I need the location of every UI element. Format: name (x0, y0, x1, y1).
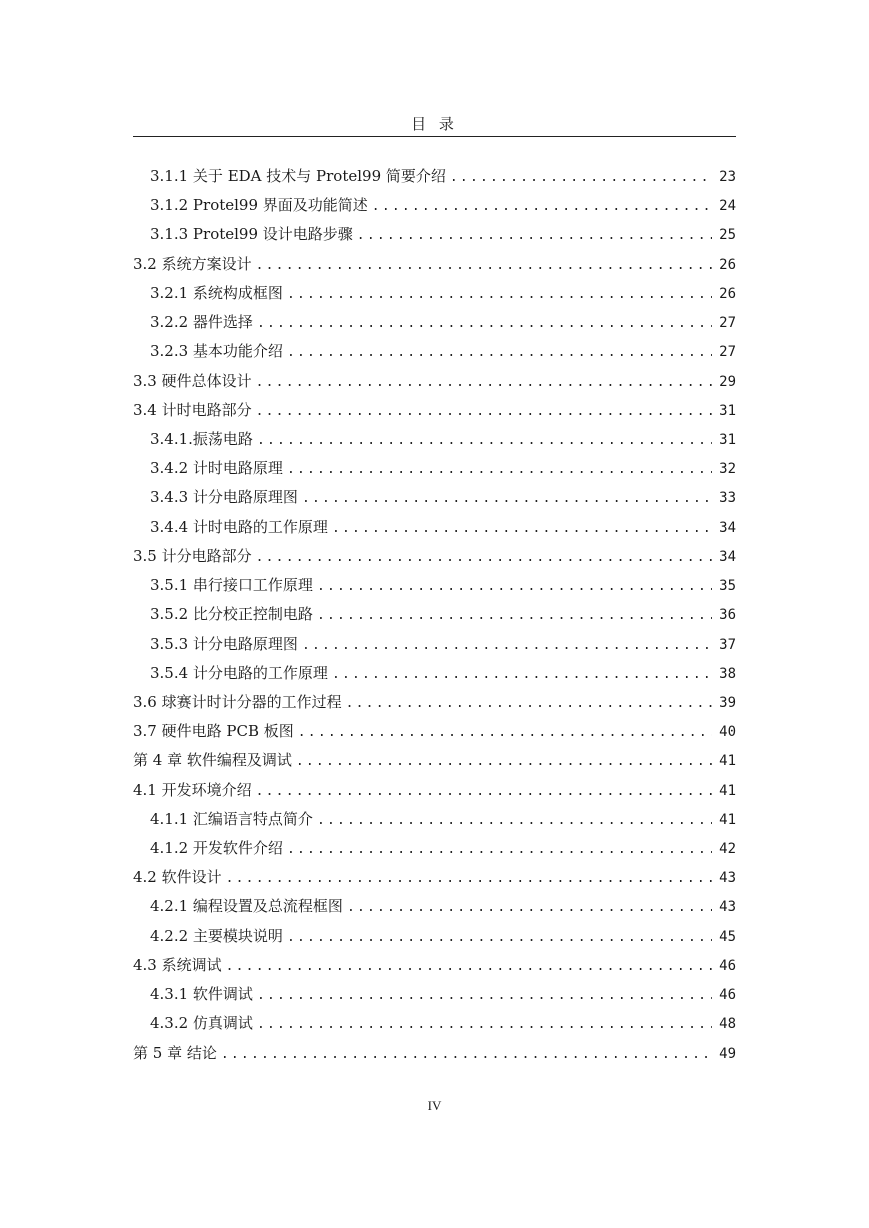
toc-entry-page: 41 (719, 782, 736, 799)
toc-entry-label: 4.2.2 主要模块说明 (150, 926, 283, 945)
toc-entry-label: 3.2.1 系统构成框图 (150, 283, 283, 302)
toc-entry-label: 4.2.1 编程设置及总流程框图 (150, 897, 343, 916)
toc-entry[interactable] (133, 688, 736, 717)
toc-entry-page: 37 (719, 636, 736, 653)
toc-dot-leader (357, 221, 712, 250)
toc-dot-leader (296, 747, 712, 776)
toc-entry[interactable] (133, 659, 736, 688)
toc-dot-leader (332, 660, 712, 689)
toc-entry-page: 48 (719, 1016, 736, 1033)
toc-entry-label: 3.4.1.振荡电路 (150, 429, 253, 448)
toc-entry-page: 46 (719, 957, 736, 974)
toc-dot-leader (332, 514, 712, 543)
toc-entry-page: 26 (719, 256, 736, 273)
toc-entry-label: 3.3 硬件总体设计 (133, 371, 252, 390)
toc-entry[interactable] (133, 454, 736, 483)
toc-entry[interactable] (133, 162, 736, 191)
toc-dot-leader (346, 689, 712, 718)
toc-entry-page: 39 (719, 694, 736, 711)
toc-entry-page: 31 (719, 431, 736, 448)
toc-entry[interactable] (133, 1009, 736, 1038)
toc-entry-page: 24 (719, 198, 736, 215)
toc-entry-page: 36 (719, 607, 736, 624)
toc-dot-leader (257, 1010, 712, 1039)
toc-entry[interactable] (133, 367, 736, 396)
toc-entry-label: 3.5.4 计分电路的工作原理 (150, 663, 328, 682)
toc-dot-leader (226, 952, 712, 981)
toc-entry[interactable] (133, 600, 736, 629)
toc-entry-label: 第 5 章 结论 (133, 1043, 217, 1062)
toc-entry[interactable] (133, 513, 736, 542)
table-of-contents (133, 162, 736, 1068)
toc-entry[interactable] (133, 250, 736, 279)
page-number: IV (427, 1098, 442, 1113)
toc-entry-page: 41 (719, 753, 736, 770)
toc-dot-leader (317, 601, 712, 630)
toc-entry-label: 3.2 系统方案设计 (133, 254, 252, 273)
toc-dot-leader (302, 631, 712, 660)
toc-dot-leader (257, 426, 712, 455)
toc-entry[interactable] (133, 571, 736, 600)
toc-dot-leader (256, 397, 712, 426)
toc-entry[interactable] (133, 630, 736, 659)
toc-dot-leader (287, 338, 712, 367)
toc-dot-leader (256, 368, 712, 397)
toc-entry-label: 第 4 章 软件编程及调试 (133, 751, 292, 770)
toc-entry-page: 45 (719, 928, 736, 945)
toc-entry-page: 33 (719, 490, 736, 507)
toc-entry[interactable] (133, 191, 736, 220)
toc-entry[interactable] (133, 863, 736, 892)
toc-dot-leader (226, 864, 712, 893)
toc-entry-page: 41 (719, 811, 736, 828)
toc-entry[interactable] (133, 337, 736, 366)
toc-entry-page: 43 (719, 870, 736, 887)
toc-dot-leader (287, 455, 712, 484)
toc-entry-page: 27 (719, 344, 736, 361)
toc-entry[interactable] (133, 425, 736, 454)
toc-dot-leader (287, 923, 712, 952)
toc-entry[interactable] (133, 834, 736, 863)
toc-entry-label: 4.2 软件设计 (133, 868, 222, 887)
toc-entry-label: 3.5.3 计分电路原理图 (150, 634, 298, 653)
toc-dot-leader (450, 163, 712, 192)
toc-entry-label: 3.4 计时电路部分 (133, 400, 252, 419)
toc-entry[interactable] (133, 922, 736, 951)
toc-entry-label: 3.2.2 器件选择 (150, 313, 253, 332)
toc-entry-label: 3.1.3 Protel99 设计电路步骤 (150, 225, 353, 244)
toc-entry-label: 3.2.3 基本功能介绍 (150, 342, 283, 361)
toc-entry-page: 43 (719, 899, 736, 916)
toc-entry-label: 3.4.2 计时电路原理 (150, 459, 283, 478)
toc-dot-leader (257, 309, 712, 338)
toc-dot-leader (221, 1040, 712, 1069)
toc-entry[interactable] (133, 279, 736, 308)
toc-entry-page: 38 (719, 665, 736, 682)
toc-entry[interactable] (133, 308, 736, 337)
toc-entry[interactable] (133, 776, 736, 805)
toc-entry-label: 3.5 计分电路部分 (133, 546, 252, 565)
toc-entry[interactable] (133, 892, 736, 921)
toc-dot-leader (256, 543, 712, 572)
toc-dot-leader (256, 777, 712, 806)
toc-entry-page: 25 (719, 227, 736, 244)
toc-entry[interactable] (133, 483, 736, 512)
toc-entry[interactable] (133, 220, 736, 249)
toc-entry[interactable] (133, 980, 736, 1009)
toc-entry-page: 23 (719, 169, 736, 185)
toc-dot-leader (257, 981, 712, 1010)
toc-entry-label: 3.4.4 计时电路的工作原理 (150, 517, 328, 536)
toc-entry-page: 27 (719, 315, 736, 332)
toc-entry[interactable] (133, 746, 736, 775)
toc-entry-label: 3.5.1 串行接口工作原理 (150, 576, 313, 595)
toc-entry-label: 3.5.2 比分校正控制电路 (150, 605, 313, 624)
toc-entry-page: 26 (719, 285, 736, 302)
toc-entry-page: 35 (719, 578, 736, 595)
toc-dot-leader (298, 718, 712, 747)
toc-entry-label: 4.1.2 开发软件介绍 (150, 839, 283, 858)
toc-dot-leader (372, 192, 712, 221)
toc-dot-leader (287, 280, 712, 309)
toc-entry-page: 42 (719, 841, 736, 858)
toc-entry-label: 3.7 硬件电路 PCB 板图 (133, 722, 294, 741)
toc-entry-label: 3.6 球赛计时计分器的工作过程 (133, 692, 342, 711)
toc-entry-page: 29 (719, 373, 736, 390)
toc-dot-leader (256, 251, 712, 280)
toc-entry-page: 32 (719, 461, 736, 478)
toc-entry[interactable] (133, 717, 736, 746)
toc-entry[interactable] (133, 805, 736, 834)
toc-entry-page: 34 (719, 548, 736, 565)
toc-entry-label: 4.1.1 汇编语言特点简介 (150, 809, 313, 828)
toc-entry[interactable] (133, 1039, 736, 1068)
toc-entry-label: 3.1.1 关于 EDA 技术与 Protel99 简要介绍 (150, 167, 446, 185)
toc-entry-page: 46 (719, 987, 736, 1004)
toc-entry-label: 3.4.3 计分电路原理图 (150, 488, 298, 507)
toc-entry-page: 31 (719, 402, 736, 419)
toc-dot-leader (317, 572, 712, 601)
toc-entry-page: 40 (719, 724, 736, 741)
toc-entry-label: 4.1 开发环境介绍 (133, 780, 252, 799)
toc-entry-label: 4.3.1 软件调试 (150, 985, 253, 1004)
toc-dot-leader (287, 835, 712, 864)
toc-entry-label: 3.1.2 Protel99 界面及功能简述 (150, 196, 368, 215)
toc-entry[interactable] (133, 951, 736, 980)
toc-dot-leader (317, 806, 712, 835)
toc-entry-page: 34 (719, 519, 736, 536)
toc-dot-leader (347, 893, 712, 922)
toc-entry[interactable] (133, 396, 736, 425)
toc-dot-leader (302, 484, 712, 513)
toc-entry-label: 4.3 系统调试 (133, 955, 222, 974)
toc-entry-page: 49 (719, 1045, 736, 1062)
toc-header-title: 目 录 (133, 112, 736, 137)
toc-entry[interactable] (133, 542, 736, 571)
toc-entry-label: 4.3.2 仿真调试 (150, 1014, 253, 1033)
